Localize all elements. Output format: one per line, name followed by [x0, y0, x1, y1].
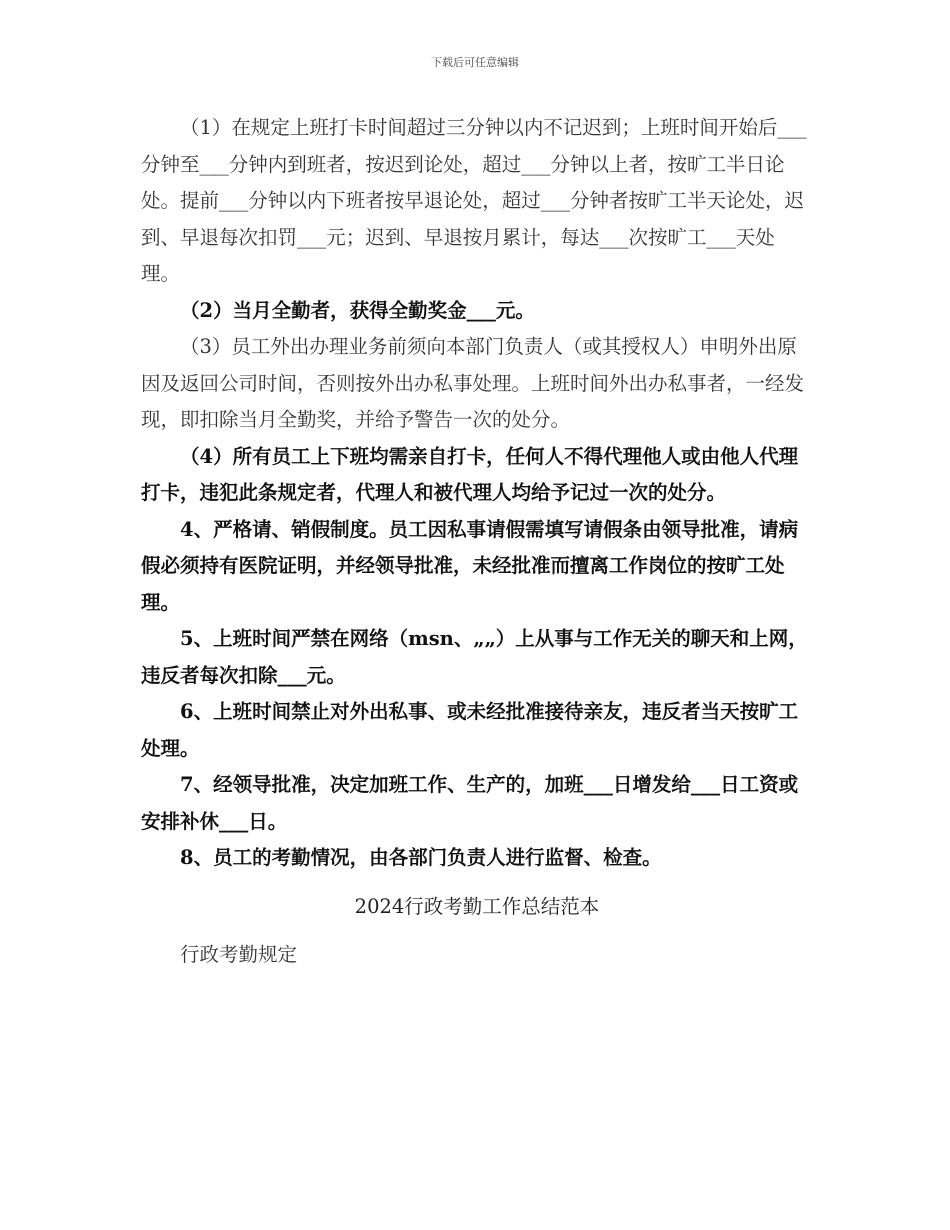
paragraph-overtime: 7、经领导批准，决定加班工作、生产的，加班___日增发给___日工资或安排补休___日。 [141, 773, 799, 833]
document-title: 2024行政考勤工作总结范本 [354, 894, 600, 918]
paragraph-internet-rules: 5、上班时间严禁在网络（msn、„„）上从事与工作无关的聊天和上网，违反者每次扣除___元。 [141, 627, 808, 687]
paragraph-full-attendance: （2）当月全勤者，获得全勤奖金___元。 [180, 298, 535, 322]
page-header: 下载后可任意编辑 [431, 56, 519, 69]
paragraph-late-rules: （1）在规定上班打卡时间超过三分钟以内不记迟到；上班时间开始后___分钟至___分钟内到班者，按迟到论处，超过___分钟以上者，按旷工半日论处。提前___分钟以内下班者按早退论处，超过___分钟者按旷工半天论处，迟到、早退每次扣罚___元；迟到、早退按月累计，每达___次按旷工___天处理。 [141, 116, 807, 285]
paragraph-private-affairs: 6、上班时间禁止对外出私事、或未经批准接待亲友，违反者当天按旷工处理。 [141, 700, 799, 760]
document-body [141, 110, 813, 974]
paragraph-supervision: 8、员工的考勤情况，由各部门负责人进行监督、检查。 [180, 846, 662, 869]
paragraph-clock-in-rules: （4）所有员工上下班均需亲自打卡，任何人不得代理他人或由他人代理打卡，违犯此条规定者，代理人和被代理人均给予记过一次的处分。 [141, 444, 799, 504]
paragraph-leave-system: 4、严格请、销假制度。员工因私事请假需填写请假条由领导批准，请病假必须持有医院证明，并经领导批准，未经批准而擅离工作岗位的按旷工处理。 [141, 517, 799, 614]
section-subheading: 行政考勤规定 [180, 943, 298, 966]
paragraph-outing-rules: （3）员工外出办理业务前须向本部门负责人（或其授权人）申明外出原因及返回公司时间，否则按外出办私事处理。上班时间外出办私事者，一经发现，即扣除当月全勤奖，并给予警告一次的处分。 [141, 335, 805, 431]
